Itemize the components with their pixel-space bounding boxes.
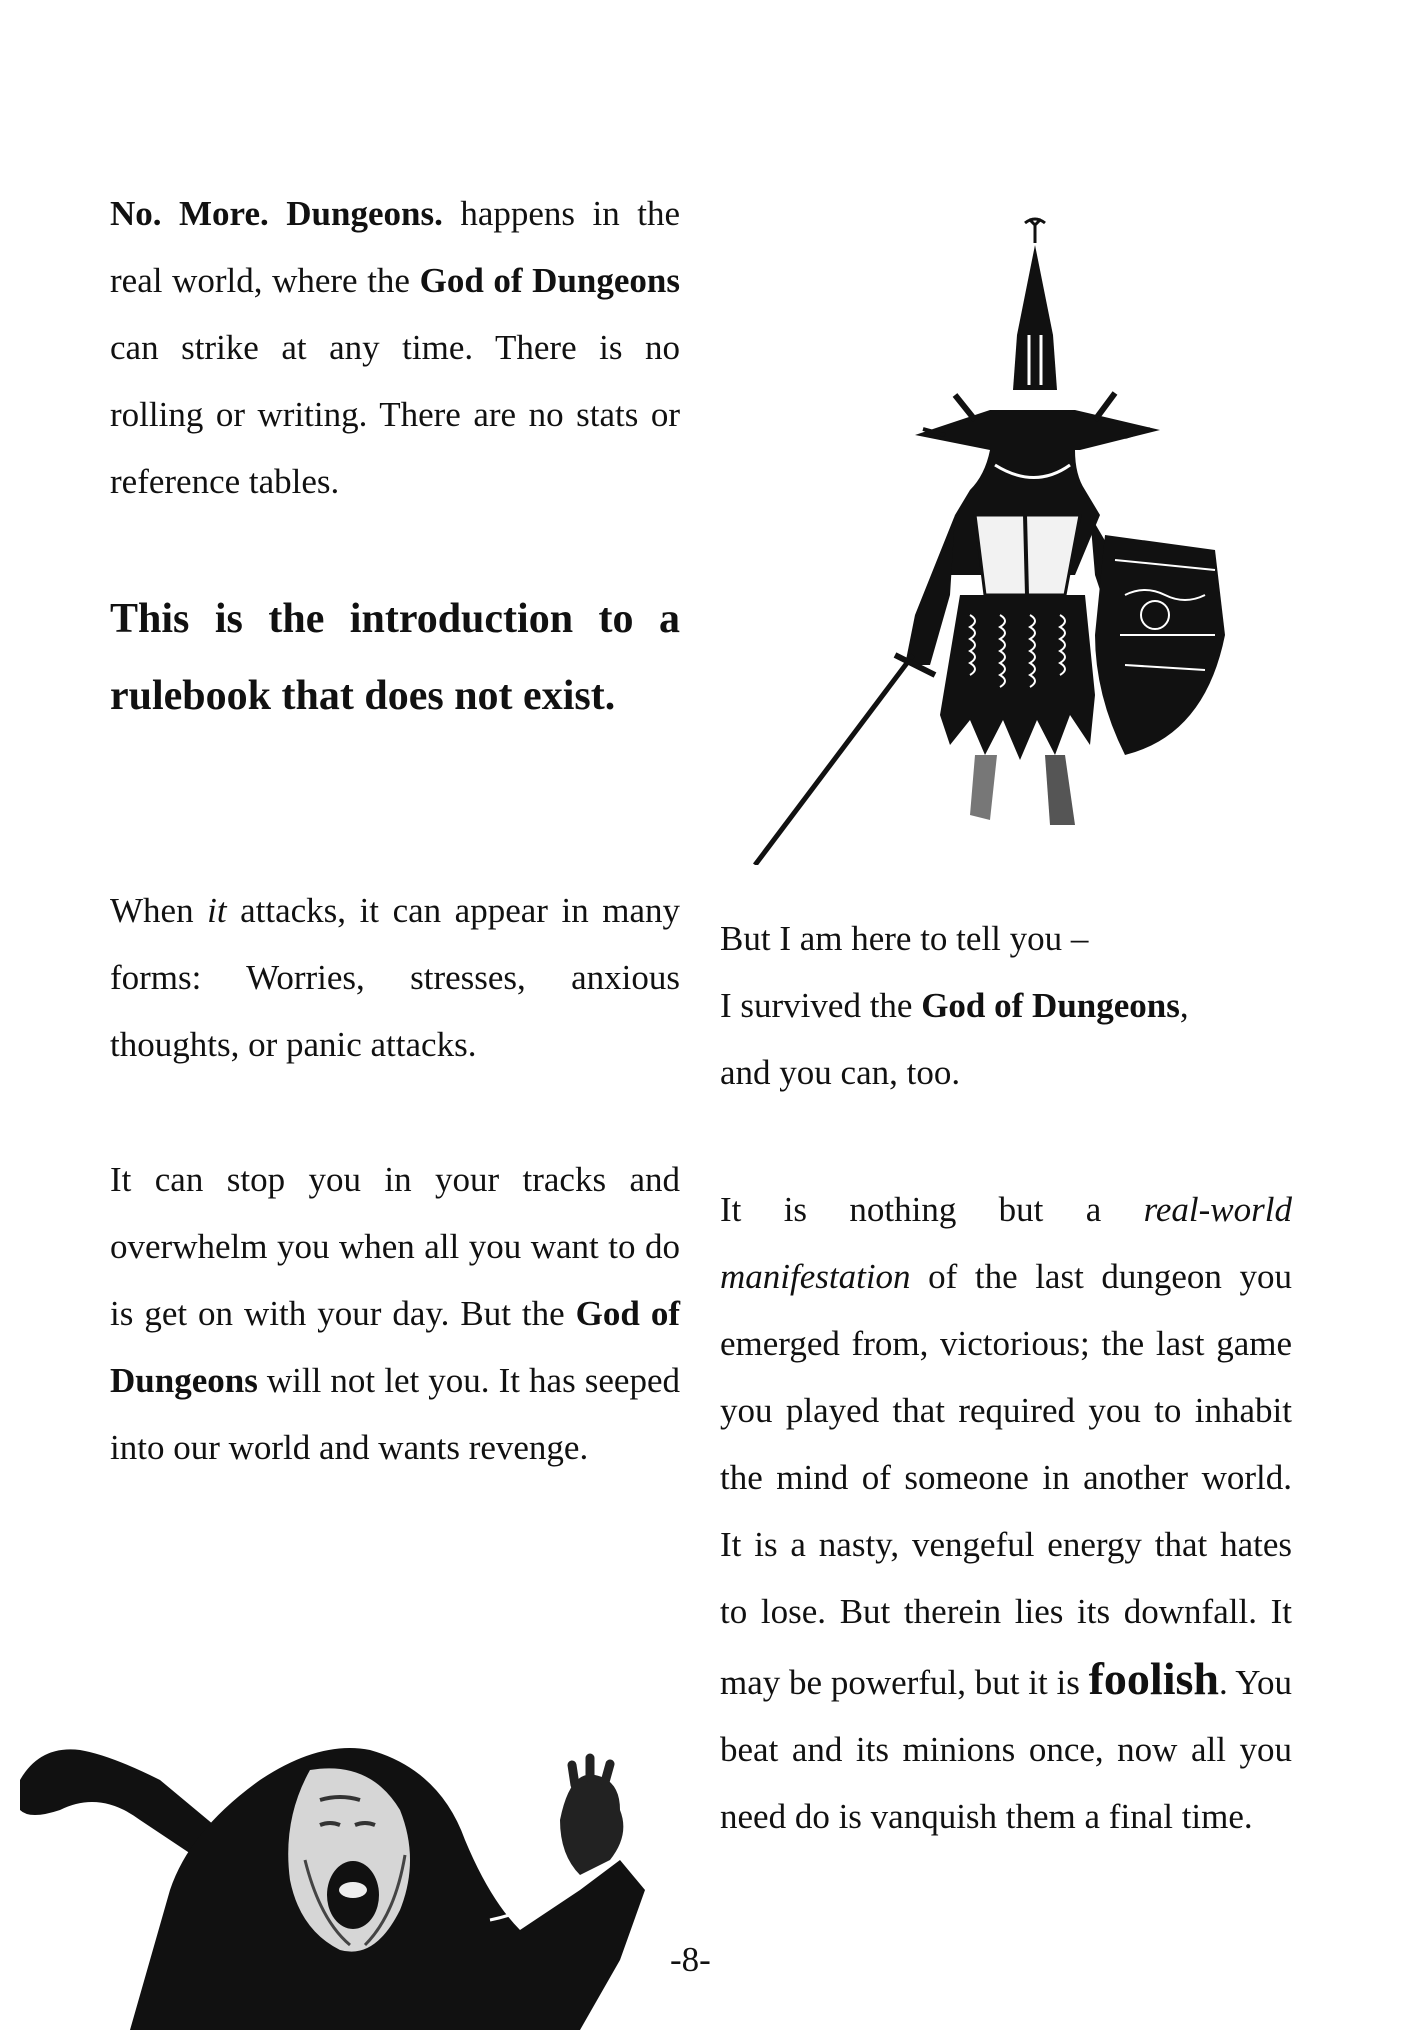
survivor-paragraph: But I am here to tell you – I survived the God of Dungeons, and you can, too. (720, 919, 1189, 1092)
stop-paragraph: It can stop you in your tracks and overwhelm you when all you want to do is get on with your day. But the God of Dungeons will not let you. It has seeped into our world and wants revenge. (110, 1160, 680, 1467)
headline: This is the introduction to a rulebook that does not exist. (110, 596, 680, 719)
intro-paragraph: No. More. Dungeons. happens in the real world, where the God of Dungeons can strike at any time. There is no rolling or writing. There are no stats or reference tables. (110, 194, 680, 501)
nothing-paragraph: It is nothing but a real-world manifestation of the last dungeon you emerged from, victorious; the last game you played that required you to inhabit the mind of someone in another world. It is a nasty, vengeful energy that hates to lose. But therein lies its downfall. It may be powerful, but it is foolish. You beat and its minions once, now all you need do is vanquish them a final time. (720, 1190, 1292, 1836)
foolish-word: foolish (1088, 1653, 1219, 1704)
knight-illustration (745, 215, 1235, 865)
god-of-dungeons-name: God of Dungeons (921, 986, 1180, 1025)
god-of-dungeons-name: God of Dungeons (419, 261, 680, 300)
page-number: -8- (670, 1940, 711, 1979)
monster-illustration (20, 1660, 670, 2030)
game-title: No. More. Dungeons. (110, 194, 443, 233)
god-of-dungeons-name: God of Dungeons (110, 1294, 680, 1400)
when-paragraph: When it attacks, it can appear in many forms: Worries, stresses, anxious thoughts, or panic attacks. (110, 891, 681, 1064)
